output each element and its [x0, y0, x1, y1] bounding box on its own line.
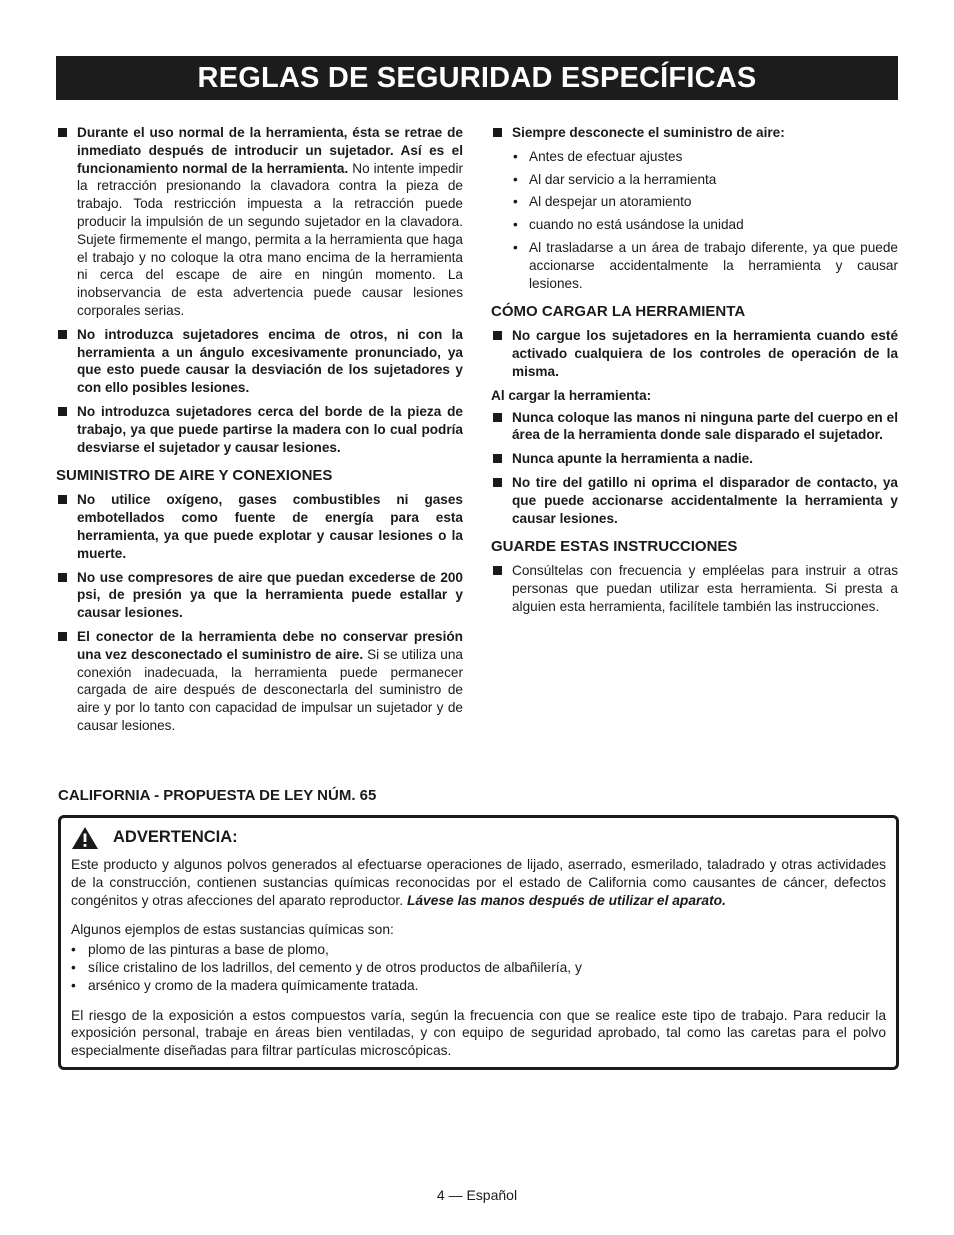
list-item: No cargue los sujetadores en la herramienta cuando esté activado cualquiera de los controles de operación de la misma. — [491, 327, 898, 380]
warning-emphasis: Lávese las manos después de utilizar el aparato. — [406, 892, 726, 908]
page-title-banner — [56, 56, 898, 100]
page-title: REGLAS DE SEGURIDAD ESPECÍFICAS — [197, 61, 757, 94]
examples-intro: Algunos ejemplos de estas sustancias químicas son: — [71, 922, 394, 938]
warning-title: ADVERTENCIA: — [113, 828, 238, 847]
list-item: No introduzca sujetadores encima de otros, ni con la herramienta a un ángulo excesivamente pronunciado, ya que esto puede causar la desviación de los sujetadores y con ello posibles lesiones. — [56, 326, 463, 397]
list-item: No use compresores de aire que puedan excederse de 200 psi, de presión ya que la herramienta puede estallar y causar lesiones. — [56, 569, 463, 622]
risk-paragraph: El riesgo de la exposición a estos compuestos varía, según la frecuencia con que se realice este tipo de trabajo. Para reducir la exposición personal, trabaje en áreas bien ventiladas, y con equipo de seguridad aprobado, tal como las caretas para el polvo especialmente diseñadas para filtrar partículas microscópicas. — [71, 1007, 886, 1059]
sub-list-item: • cuando no está usándose la unidad — [491, 216, 898, 234]
warning-triangle-icon — [71, 826, 99, 850]
warning-title-row — [71, 826, 886, 850]
examples-list — [71, 941, 886, 994]
list-item: El conector de la herramienta debe no conservar presión una vez desconectado el suministro de aire. Si se utiliza una conexión inadecuada, la herramienta puede permanecer cargada de aire después de desconectarla del suministro de aire y por lo tanto con capacidad de impulsar un sujetador y de causar lesiones. — [56, 628, 463, 735]
sub-list-item: • Al trasladarse a un área de trabajo diferente, ya que puede accionarse accidentalmente la herramienta y causar lesiones. — [491, 239, 898, 292]
list-item: Consúltelas con frecuencia y empléelas para instruir a otras personas que puedan utilizar esta herramienta. Si presta a alguien esta herramienta, facilítele también las instrucciones. — [491, 562, 898, 615]
sub-list-item: • Al dar servicio a la herramienta — [491, 171, 898, 189]
list-item: • plomo de las pinturas a base de plomo, — [71, 941, 886, 959]
loading-label: Al cargar la herramienta: — [491, 387, 652, 403]
list-item: No utilice oxígeno, gases combustibles ni gases embotellados como fuente de energía para esta herramienta, ya que puede explotar y causar lesiones o la muerte. — [56, 491, 463, 562]
warning-paragraph: Este producto y algunos polvos generados al efectuarse operaciones de lijado, aserrado, esmerilado, taladrado y otras actividades de la construcción, contienen sustancias químicas reconocidas por el estado de California como causantes de cáncer, defectos congénitos y otras afecciones del aparato reproductor. Lávese las manos después de utilizar el aparato. — [71, 857, 886, 908]
list-item: No introduzca sujetadores cerca del borde de la pieza de trabajo, ya que puede partirse la madera con lo cual podría desviarse el sujetador y causar lesiones. — [56, 403, 463, 456]
section-heading-air: SUMINISTRO DE AIRE Y CONEXIONES — [56, 467, 333, 485]
page-number: 4 — Español — [436, 1187, 518, 1203]
sub-list-item: • Antes de efectuar ajustes — [491, 148, 898, 166]
list-item: No tire del gatillo ni oprima el disparador de contacto, ya que puede accionarse accidentalmente la herramienta y causar lesiones. — [491, 474, 898, 527]
warning-box — [58, 815, 899, 1070]
sub-list-item: • Al despejar un atoramiento — [491, 193, 898, 211]
california-heading: CALIFORNIA - PROPUESTA DE LEY NÚM. 65 — [58, 787, 377, 804]
list-item: • arsénico y cromo de la madera químicamente tratada. — [71, 977, 886, 995]
section-heading-load: CÓMO CARGAR LA HERRAMIENTA — [491, 303, 746, 321]
right-column — [491, 124, 898, 622]
list-item: Nunca coloque las manos ni ninguna parte del cuerpo en el área de la herramienta donde sale disparado el sujetador. — [491, 409, 898, 445]
list-item: Nunca apunte la herramienta a nadie. — [491, 450, 898, 468]
left-column — [56, 124, 463, 741]
list-item: Durante el uso normal de la herramienta, ésta se retrae de inmediato después de introducir un sujetador. Así es el funcionamiento normal de la herramienta. No intente impedir la retracción presionando la clavadora contra la pieza de trabajo. Toda restricción impuesta a la retracción puede producir la impulsión de un segundo sujetador en la clavadora. Sujete firmemente el mango, permita a la herramienta que haga el trabajo y no coloque la otra mano encima de la herramienta ni cerca del escape de aire en ningún momento. La inobservancia de esta advertencia puede causar lesiones corporales serias. — [56, 124, 463, 320]
section-heading-keep: GUARDE ESTAS INSTRUCCIONES — [491, 538, 738, 556]
list-item: Siempre desconecte el suministro de aire: — [491, 124, 898, 142]
list-item: • sílice cristalino de los ladrillos, del cemento y de otros productos de albañilería, y — [71, 959, 886, 977]
